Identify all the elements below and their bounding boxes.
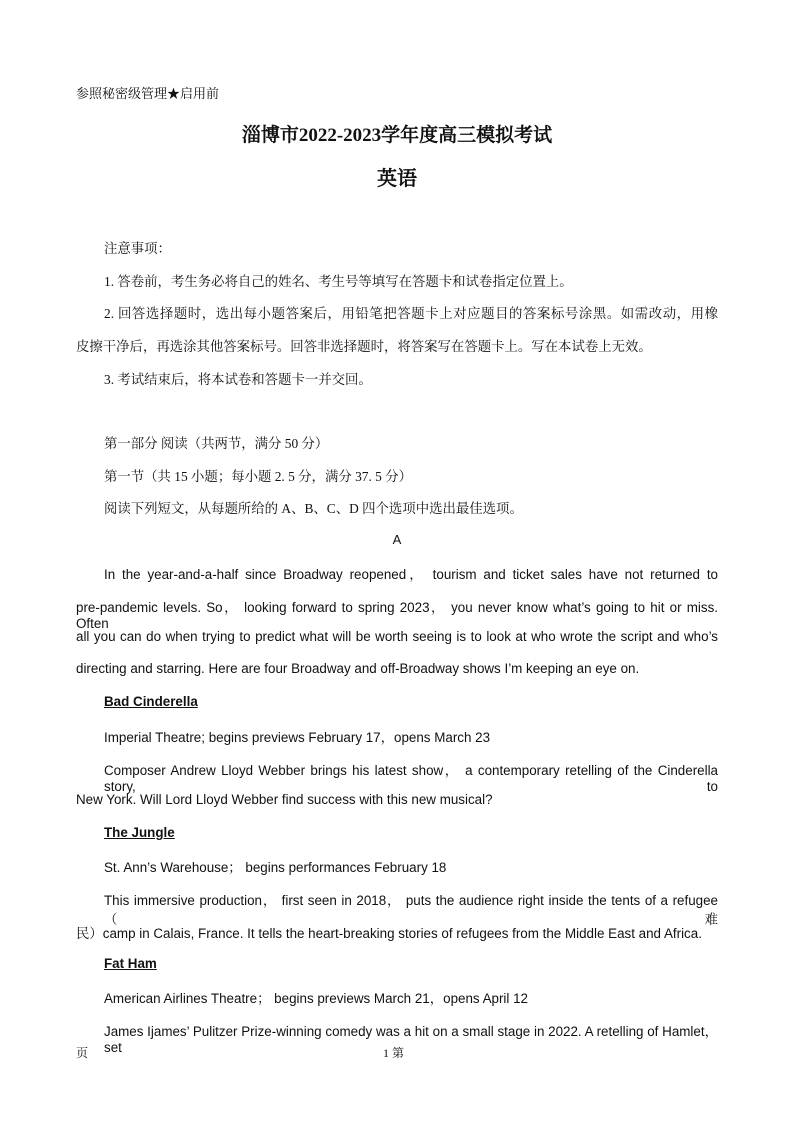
passage-line: directing and starring. Here are four Broadway and off-Broadway shows I’m keeping an eye on.: [76, 661, 640, 676]
show-description-line: Composer Andrew Lloyd Webber brings his latest show， a contemporary retelling of the Cinderella story, to: [104, 763, 718, 794]
show-venue: American Airlines Theatre； begins previews March 21，opens April 12: [104, 991, 528, 1006]
confidentiality-mark: 参照秘密级管理★启用前: [76, 86, 220, 101]
passage-line: In the year-and-a-half since Broadway reopened， tourism and ticket sales have not returned to: [104, 567, 718, 582]
show-venue: Imperial Theatre; begins previews February 17，opens March 23: [104, 730, 491, 745]
show-title: The Jungle: [104, 825, 175, 840]
note-item-3: 3. 考试结束后，将本试卷和答题卡一并交回。: [104, 372, 372, 387]
subject-title: 英语: [377, 168, 417, 190]
part-heading: 第一部分 阅读（共两节，满分 50 分）: [104, 436, 329, 451]
show-title: Bad Cinderella: [104, 694, 198, 709]
show-venue: St. Ann’s Warehouse； begins performances February 18: [104, 860, 447, 875]
instruction: 阅读下列短文，从每题所给的 A、B、C、D 四个选项中选出最佳选项。: [104, 501, 523, 516]
show-description-line: New York. Will Lord Lloyd Webber find success with this new musical?: [76, 792, 493, 807]
note-item-2-line-1: 2. 回答选择题时，选出每小题答案后，用铅笔把答题卡上对应题目的答案标号涂黑。如需改动，用橡: [104, 306, 718, 321]
show-description-line: This immersive production， first seen in 2018， puts the audience right inside the tents of a refugee （难: [104, 893, 718, 927]
footer-page-number: 1 第: [383, 1046, 405, 1060]
subpart-heading: 第一节（共 15 小题；每小题 2. 5 分，满分 37. 5 分）: [104, 469, 412, 484]
footer-page-left: 页: [76, 1046, 89, 1060]
passage-line: all you can do when trying to predict what will be worth seeing is to look at who wrote the script and who’s: [76, 629, 718, 644]
notes-heading: 注意事项：: [104, 241, 171, 256]
passage-line: pre-pandemic levels. So， looking forward to spring 2023， you never know what’s going to hit or miss. Often: [76, 600, 718, 631]
passage-label: A: [392, 532, 402, 547]
exam-title: 淄博市2022-2023学年度高三模拟考试: [241, 125, 553, 146]
show-description-line: James Ijames’ Pulitzer Prize-winning comedy was a hit on a small stage in 2022. A retelling of Hamlet， set: [104, 1024, 718, 1055]
show-description-line: 民）camp in Calais, France. It tells the heart-breaking stories of refugees from the Middle East and Africa.: [76, 926, 702, 941]
note-item-2-line-2: 皮擦干净后，再选涂其他答案标号。回答非选择题时，将答案写在答题卡上。写在本试卷上无效。: [76, 339, 652, 354]
note-item-1: 1. 答卷前，考生务必将自己的姓名、考生号等填写在答题卡和试卷指定位置上。: [104, 274, 573, 289]
show-title: Fat Ham: [104, 956, 157, 971]
